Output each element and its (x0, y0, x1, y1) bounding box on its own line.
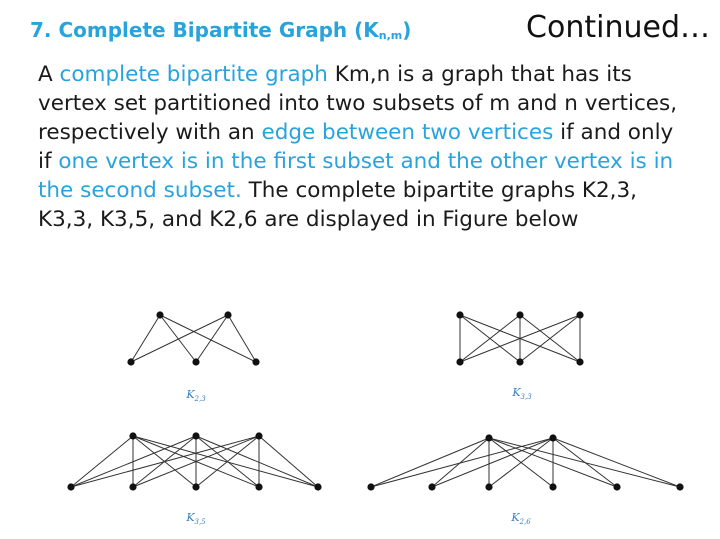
vertex-first-subset (192, 432, 199, 439)
graph-k2-6 (367, 434, 683, 526)
vertex-second-subset (485, 483, 492, 490)
vertex-first-subset (156, 311, 163, 318)
vertex-first-subset (516, 311, 523, 318)
vertex-first-subset (576, 311, 583, 318)
vertex-first-subset (129, 432, 136, 439)
continued-label: Continued… (526, 10, 710, 45)
vertex-first-subset (456, 311, 463, 318)
graph-edge (553, 438, 680, 487)
title-subscript: n,m (378, 29, 403, 42)
graph-edge (71, 436, 133, 487)
graph-caption: $K_{2,6}$ (511, 511, 531, 526)
vertex-second-subset (613, 483, 620, 490)
highlight-complete-bipartite: complete bipartite graph (59, 62, 328, 87)
graph-caption: $K_{3,5}$ (186, 511, 206, 526)
vertex-second-subset (367, 483, 374, 490)
graph-edge (371, 438, 553, 487)
graph-edge (133, 436, 318, 487)
vertex-second-subset (516, 358, 523, 365)
text-segment: if and only if (38, 120, 674, 174)
vertex-second-subset (67, 483, 74, 490)
text-segment: A (38, 62, 60, 87)
vertex-first-subset (549, 434, 556, 441)
highlight-edge: edge between two vertices (261, 120, 554, 145)
vertex-second-subset (127, 358, 134, 365)
graph-k3-5 (67, 432, 321, 526)
vertex-second-subset (314, 483, 321, 490)
vertex-second-subset (252, 358, 259, 365)
graph-edge (553, 438, 617, 487)
graph-k3-3 (456, 311, 583, 401)
vertex-second-subset (255, 483, 262, 490)
vertex-first-subset (255, 432, 262, 439)
text-segment: The complete bipartite graphs K2,3, K3,3, K3,5, and K2,6 are displayed in Figure below (38, 178, 638, 232)
vertex-second-subset (129, 483, 136, 490)
graph-k2-3 (127, 311, 259, 403)
vertex-second-subset (676, 483, 683, 490)
highlight-condition: one vertex is in the first subset and the other vertex is in the second subset. (38, 149, 674, 203)
text-segment: Km,n is a graph that has its vertex set partitioned into two subsets of m and n vertices, respectively with an (38, 62, 678, 145)
vertex-first-subset (485, 434, 492, 441)
graph-edge (196, 315, 228, 362)
vertex-second-subset (549, 483, 556, 490)
title-main: 7. Complete Bipartite Graph (K (30, 18, 379, 42)
graph-edge (71, 436, 259, 487)
vertex-second-subset (428, 483, 435, 490)
vertex-second-subset (192, 358, 199, 365)
graph-caption: $K_{2,3}$ (186, 388, 206, 403)
vertex-second-subset (456, 358, 463, 365)
title-end: ) (402, 18, 412, 42)
graph-edge (196, 436, 318, 487)
vertex-second-subset (192, 483, 199, 490)
vertex-first-subset (224, 311, 231, 318)
graph-edge (432, 438, 553, 487)
graph-edge (371, 438, 489, 487)
graph-edge (160, 315, 196, 362)
vertex-second-subset (576, 358, 583, 365)
graph-caption: $K_{3,3}$ (512, 386, 532, 401)
